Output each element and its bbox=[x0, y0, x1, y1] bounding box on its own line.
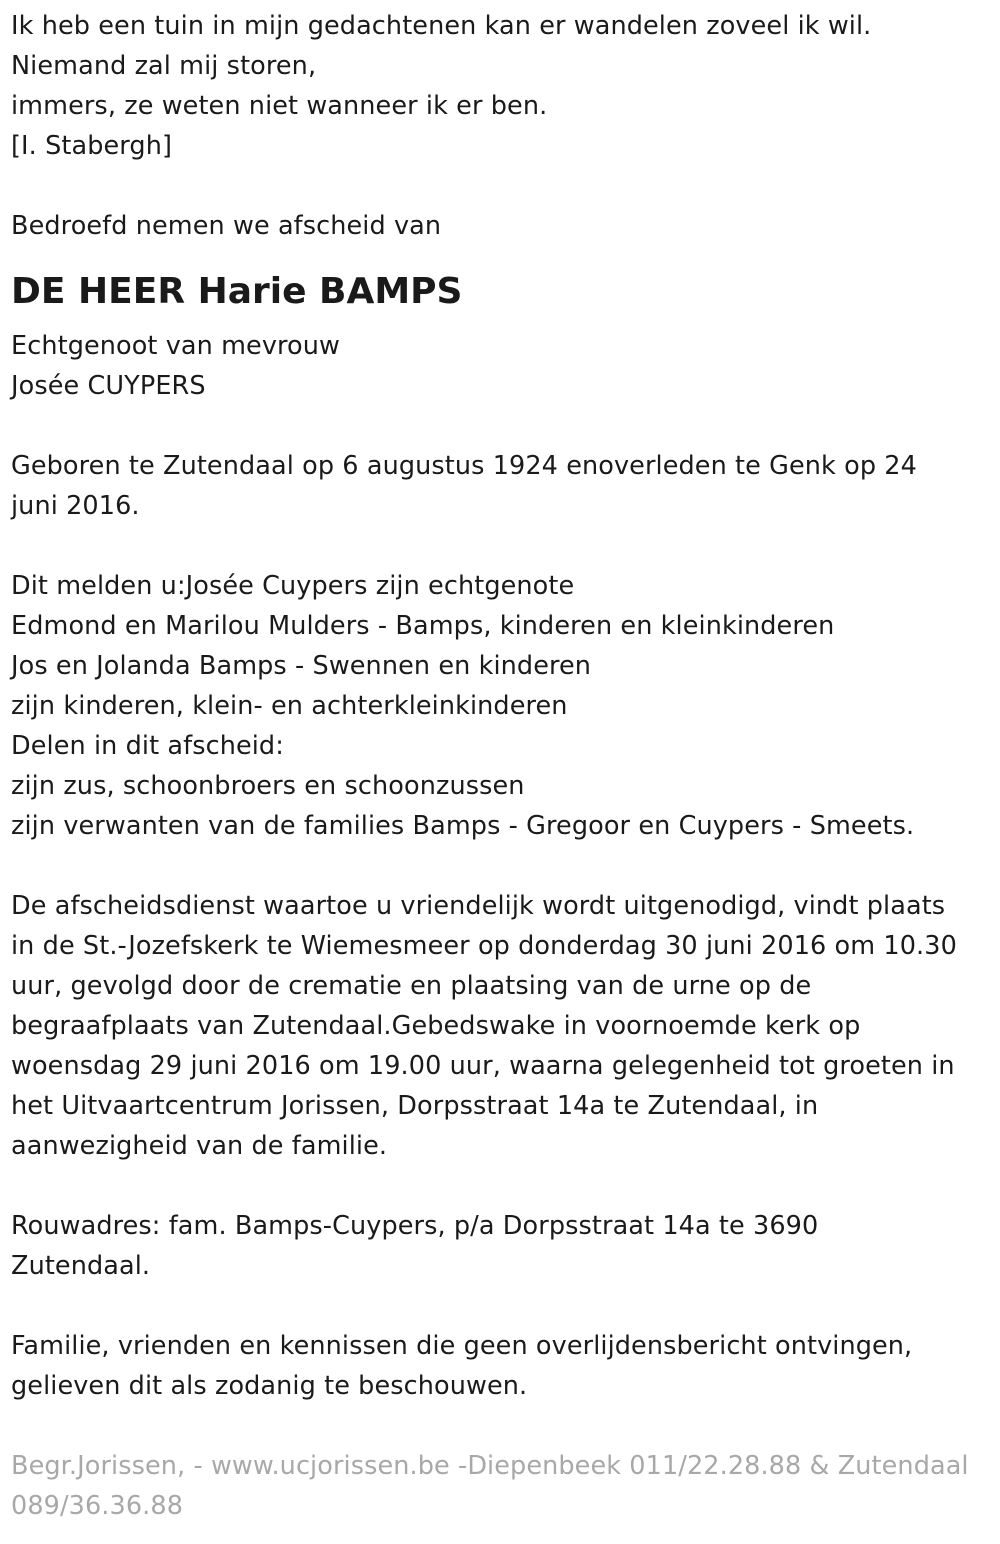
service-line: uur, gevolgd door de crematie en plaatsing van de urne op de bbox=[11, 971, 812, 1001]
service-line: De afscheidsdienst waartoe u vriendelijk wordt uitgenodigd, vindt plaats bbox=[11, 891, 946, 921]
funeral-home-footer bbox=[11, 1446, 986, 1526]
deceased-name: DE HEER Harie BAMPS bbox=[11, 271, 463, 312]
notice-line: Familie, vrienden en kennissen die geen overlijdensbericht ontvingen, bbox=[11, 1331, 913, 1361]
spouse-line: Echtgenoot van mevrouw bbox=[11, 331, 340, 361]
service-line: woensdag 29 juni 2016 om 19.00 uur, waarna gelegenheid tot groeten in bbox=[11, 1051, 955, 1081]
service-line: in de St.-Jozefskerk te Wiemesmeer op donderdag 30 juni 2016 om 10.30 bbox=[11, 931, 957, 961]
footer-line: Begr.Jorissen, - www.ucjorissen.be -Diepenbeek 011/22.28.88 & Zutendaal bbox=[11, 1451, 969, 1481]
spacer bbox=[11, 1406, 986, 1446]
announcer-line: Edmond en Marilou Mulders - Bamps, kinderen en kleinkinderen bbox=[11, 611, 835, 641]
service-line: het Uitvaartcentrum Jorissen, Dorpsstraat 14a te Zutendaal, in bbox=[11, 1091, 819, 1121]
poem-author: [I. Stabergh] bbox=[11, 131, 172, 161]
poem-line: Niemand zal mij storen, bbox=[11, 51, 317, 81]
announcers-block bbox=[11, 566, 986, 846]
birth-death-line: juni 2016. bbox=[11, 491, 140, 521]
announcer-line: zijn zus, schoonbroers en schoonzussen bbox=[11, 771, 525, 801]
spouse-block bbox=[11, 326, 986, 406]
spacer bbox=[11, 846, 986, 886]
poem bbox=[11, 6, 986, 166]
announcer-line: zijn verwanten van de families Bamps - Gregoor en Cuypers - Smeets. bbox=[11, 811, 915, 841]
intro-text: Bedroefd nemen we afscheid van bbox=[11, 211, 442, 241]
poem-line: Ik heb een tuin in mijn gedachtenen kan er wandelen zoveel ik wil. bbox=[11, 11, 872, 41]
address-block bbox=[11, 1206, 986, 1286]
spacer bbox=[11, 526, 986, 566]
address-line: Rouwadres: fam. Bamps-Cuypers, p/a Dorpsstraat 14a te 3690 bbox=[11, 1211, 819, 1241]
spacer bbox=[11, 406, 986, 446]
announcer-line: Dit melden u:Josée Cuypers zijn echtgenote bbox=[11, 571, 575, 601]
spacer bbox=[11, 1166, 986, 1206]
announcer-line: Delen in dit afscheid: bbox=[11, 731, 284, 761]
spacer bbox=[11, 1286, 986, 1326]
birth-death-block bbox=[11, 446, 986, 526]
footer-line: 089/36.36.88 bbox=[11, 1491, 184, 1521]
announcer-line: zijn kinderen, klein- en achterkleinkinderen bbox=[11, 691, 568, 721]
announcer-line: Jos en Jolanda Bamps - Swennen en kinderen bbox=[11, 651, 592, 681]
address-line: Zutendaal. bbox=[11, 1251, 151, 1281]
birth-death-line: Geboren te Zutendaal op 6 augustus 1924 enoverleden te Genk op 24 bbox=[11, 451, 917, 481]
poem-line: immers, ze weten niet wanneer ik er ben. bbox=[11, 91, 548, 121]
service-block bbox=[11, 886, 986, 1166]
spouse-name: Josée CUYPERS bbox=[11, 371, 206, 401]
spacer bbox=[11, 166, 986, 206]
notice-block bbox=[11, 1326, 986, 1406]
notice-line: gelieven dit als zodanig te beschouwen. bbox=[11, 1371, 528, 1401]
service-line: begraafplaats van Zutendaal.Gebedswake in voornoemde kerk op bbox=[11, 1011, 861, 1041]
service-line: aanwezigheid van de familie. bbox=[11, 1131, 388, 1161]
